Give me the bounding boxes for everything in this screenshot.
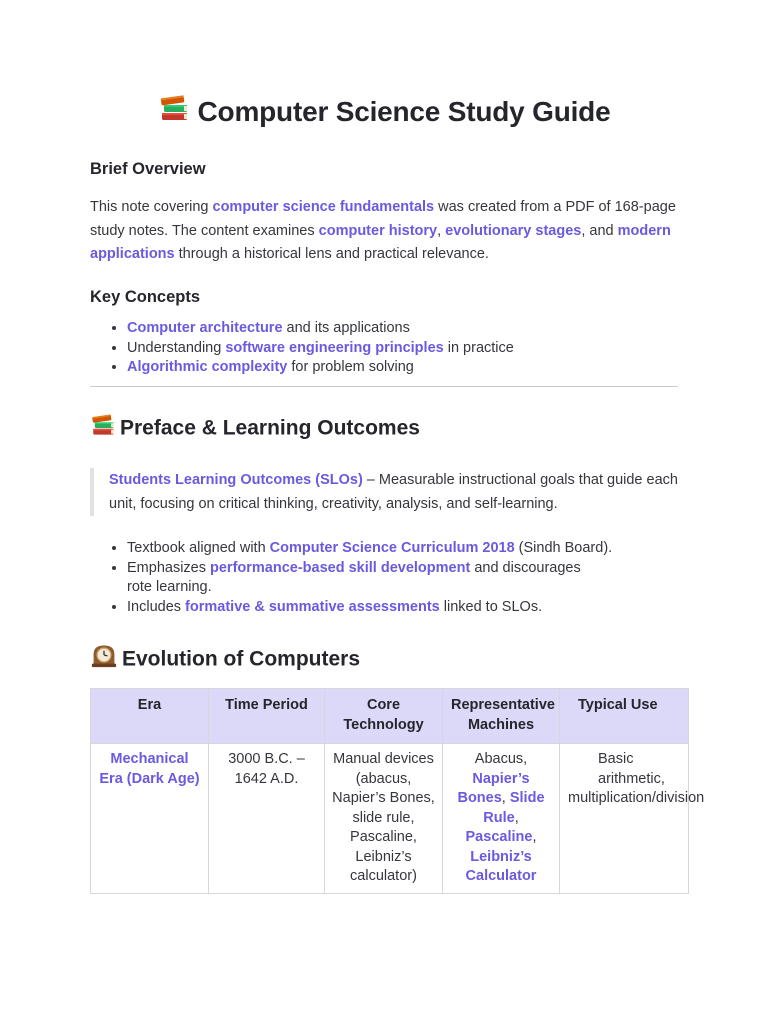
cell-time-period: 3000 B.C. – 1642 A.D. [209,744,325,894]
text: (Sindh Board). [514,540,613,556]
brief-overview-section [90,160,678,179]
table-row [91,744,689,894]
link-modern-applications[interactable]: modern applications [90,222,671,262]
table-header-row [91,689,689,744]
text: Emphasizes [127,559,211,576]
cell-representative-machines [443,744,560,894]
column-header-core-technology: Core Technology [325,689,443,744]
list-item [127,559,678,598]
link-formative-summative-assessments[interactable]: formative & summative assessments [185,598,440,615]
list-item [127,358,678,378]
text: – Measurable instructional goals that guide each unit, focusing on critical thinking, creativity, analysis, and self-learning. [109,472,678,512]
link-evolutionary-stages[interactable]: evolutionary stages [445,222,582,239]
column-header-typical-use: Typical Use [560,689,689,744]
list-item [127,598,678,618]
text: through a historical lens and practical relevance. [174,246,489,262]
section-divider [90,386,678,387]
link-leibniz-calculator[interactable]: Leibniz’s Calculator [465,848,537,884]
cell-typical-use [560,744,705,894]
preface-list [90,539,678,617]
text: linked to SLOs. [439,598,543,615]
preface-heading-text: Preface & Learning Outcomes [120,416,420,440]
key-concepts-heading: Key Concepts [90,288,201,306]
title-text: Computer Science Study Guide [197,95,611,127]
list-item [127,539,678,559]
text: Understanding [127,339,226,356]
link-computer-architecture[interactable]: Computer architecture [127,320,283,336]
text: Abacus, [474,751,528,767]
text: , [437,222,446,239]
evolution-table-clip [90,688,705,890]
text: and discourages rote learning. [127,559,581,595]
preface-section [90,413,678,445]
link-mechanical-era[interactable]: Mechanical Era (Dark Age) [99,751,200,787]
text: multiplication/division [568,790,705,806]
link-algorithmic-complexity[interactable]: Algorithmic complexity [127,359,288,375]
books-icon [158,91,190,130]
slo-blockquote [90,468,678,516]
key-concepts-list-wrap [90,319,678,378]
evolution-heading [90,644,678,676]
page-title [90,94,678,133]
text: Basic arithmetic, [598,751,665,787]
evolution-table [90,688,705,894]
link-napiers-bones[interactable]: Napier’s Bones [457,770,530,806]
link-performance-based-skill-development[interactable]: performance-based skill development [210,559,471,576]
key-concepts-section [90,288,678,307]
column-header-representative-machines: Representative Machines [443,689,560,744]
text: , [532,829,537,845]
column-header-time-period: Time Period [209,689,325,744]
link-cs-curriculum-2018[interactable]: Computer Science Curriculum 2018 [269,540,515,556]
link-slide-rule[interactable]: Slide Rule [483,790,545,826]
text: and its applications [282,320,410,336]
list-item [127,319,678,339]
brief-overview-paragraph [90,196,678,267]
books-icon [90,411,116,443]
text: Textbook aligned with [127,540,270,556]
text: Includes [127,598,186,615]
text: , and [581,222,618,239]
preface-heading [90,413,678,445]
column-header-era: Era [91,689,209,744]
text: in practice [443,339,514,356]
preface-list-wrap [90,539,678,617]
link-computer-history[interactable]: computer history [318,222,438,239]
text: , [501,790,510,806]
link-software-engineering-principles[interactable]: software engineering principles [225,339,444,356]
list-item [127,339,678,359]
brief-overview-heading: Brief Overview [90,160,206,178]
cell-era [91,744,209,894]
text: This note covering [90,199,213,215]
key-concepts-list [90,319,678,378]
link-computer-science-fundamentals[interactable]: computer science fundamentals [212,199,435,215]
mantel-clock-icon [90,642,118,674]
evolution-section [90,644,678,676]
evolution-heading-text: Evolution of Computers [122,647,360,671]
link-pascaline[interactable]: Pascaline [465,829,533,845]
text: for problem solving [287,359,414,375]
text: was created from a PDF of 168-page study notes. The content examines [90,199,676,239]
link-slos[interactable]: Students Learning Outcomes (SLOs) [109,472,363,488]
text: , [514,809,519,826]
cell-core-technology: Manual devices (abacus, Napier’s Bones, slide rule, Pascaline, Leibniz’s calculator) [325,744,443,894]
brief-overview-text [90,196,678,267]
